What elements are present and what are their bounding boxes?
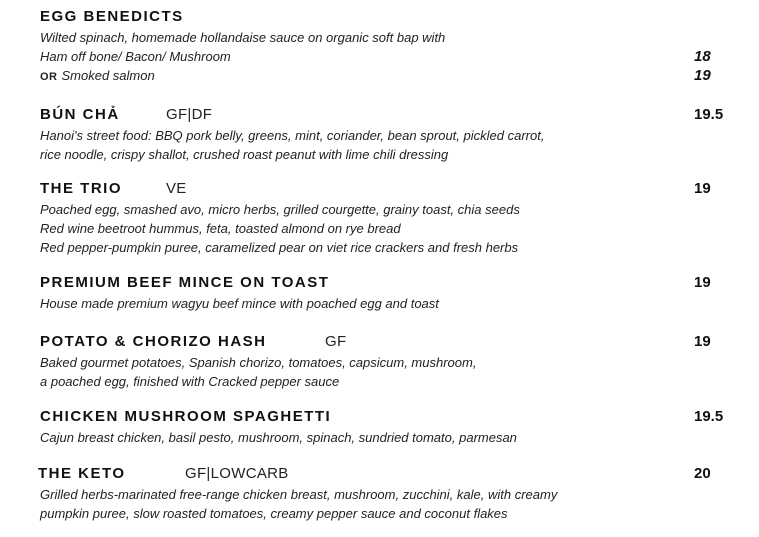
item-price: 19 [694, 180, 711, 197]
item-description-line: Cajun breast chicken, basil pesto, mushroom, spinach, sundried tomato, parmesan [40, 430, 517, 445]
dietary-tags: GF [325, 333, 347, 350]
item-price: 19 [694, 274, 711, 291]
item-price: 20 [694, 465, 711, 482]
item-description-line: Red pepper-pumpkin puree, caramelized pear on viet rice crackers and fresh herbs [40, 240, 519, 255]
menu-item-potato-chorizo-hash [0, 333, 759, 391]
dietary-tags: GF|DF [166, 106, 213, 123]
item-description-line: Baked gourmet potatoes, Spanish chorizo, tomatoes, capsicum, mushroom, [40, 355, 477, 370]
item-name: EGG BENEDICTS [40, 8, 184, 25]
item-description-line: pumpkin puree, slow roasted tomatoes, creamy pepper sauce and coconut flakes [40, 506, 508, 521]
menu-item-bun-cha [0, 106, 759, 164]
item-option-text: Ham off bone/ Bacon/ Mushroom [40, 49, 231, 64]
item-price: 19 [694, 67, 711, 84]
item-name: BÚN CHẢ [40, 106, 120, 123]
menu-item-premium-beef-mince [0, 274, 759, 313]
item-price: 19 [694, 333, 711, 350]
item-price: 18 [694, 48, 711, 65]
item-name: POTATO & CHORIZO HASH [40, 333, 267, 350]
item-description-line: a poached egg, finished with Cracked pepper sauce [40, 374, 340, 389]
item-title-row [0, 408, 759, 428]
item-title-row [0, 106, 759, 126]
menu-item-chicken-mushroom-spaghetti [0, 408, 759, 447]
item-name: PREMIUM BEEF MINCE ON TOAST [40, 274, 330, 291]
item-option-text: Smoked salmon [61, 68, 155, 83]
dietary-tags: GF|LOWCARB [185, 465, 289, 482]
item-name: THE TRIO [40, 180, 122, 197]
item-description-line [40, 66, 759, 85]
item-name: CHICKEN MUSHROOM SPAGHETTI [40, 408, 332, 425]
item-title-row [0, 465, 759, 485]
item-description-line [40, 47, 759, 66]
item-title-row [0, 274, 759, 294]
dietary-tags: VE [166, 180, 187, 197]
menu-item-the-keto [0, 465, 759, 523]
item-title-row [0, 8, 759, 28]
item-description-line: Wilted spinach, homemade hollandaise sauce on organic soft bap with [40, 30, 446, 45]
menu-item-the-trio [0, 180, 759, 257]
menu-item-egg-benedicts [0, 8, 759, 85]
item-name: THE KETO [38, 465, 126, 482]
item-description-line: House made premium wagyu beef mince with poached egg and toast [40, 296, 439, 311]
item-price: 19.5 [694, 408, 724, 425]
item-title-row [0, 180, 759, 200]
item-description-line: Hanoi's street food: BBQ pork belly, greens, mint, coriander, bean sprout, pickled carrot, [40, 128, 545, 143]
item-description-line: rice noodle, crispy shallot, crushed roast peanut with lime chili dressing [40, 147, 449, 162]
item-title-row [0, 333, 759, 353]
item-description-line: Grilled herbs-marinated free-range chicken breast, mushroom, zucchini, kale, with creamy [40, 487, 558, 502]
item-description-line: Poached egg, smashed avo, micro herbs, grilled courgette, grainy toast, chia seeds [40, 202, 520, 217]
item-description-line: Red wine beetroot hummus, feta, toasted almond on rye bread [40, 221, 401, 236]
item-price: 19.5 [694, 106, 724, 123]
or-label: OR [40, 71, 58, 83]
